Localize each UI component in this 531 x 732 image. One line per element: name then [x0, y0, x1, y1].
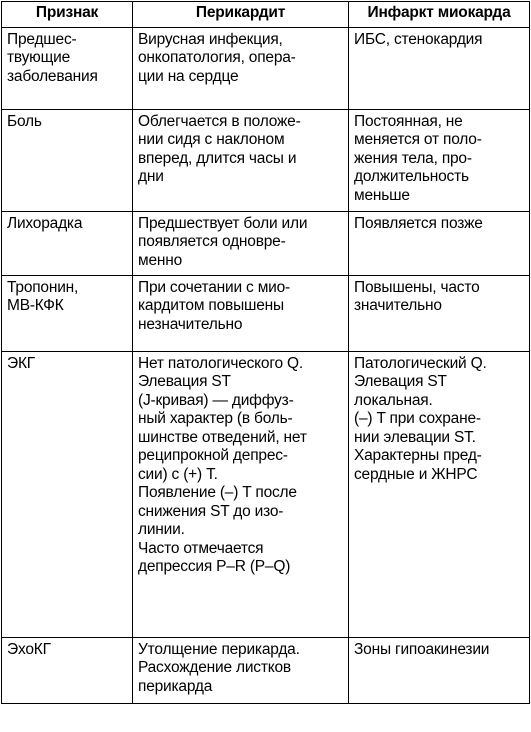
- mi-text: ИБС, стенокардия: [354, 30, 483, 48]
- feature-text: Лихорадка: [7, 214, 83, 232]
- pericarditis-cell: [133, 275, 349, 351]
- table-row: [2, 275, 530, 351]
- pericarditis-cell: [133, 637, 349, 703]
- table-row: [2, 351, 530, 637]
- mi-text: Патологический Q. Элевация ST локальная. (–) T при сохране- нии элевации ST. Характерны пред- сердные и ЖНРС: [354, 354, 487, 483]
- pericarditis-text: Утолщение перикарда. Расхождение листков перикарда: [138, 640, 300, 695]
- mi-cell: [349, 109, 530, 211]
- header-feature: Признак: [2, 2, 133, 28]
- feature-text: ЭКГ: [7, 354, 35, 372]
- mi-cell: [349, 27, 530, 109]
- mi-cell: [349, 211, 530, 275]
- pericarditis-cell: [133, 27, 349, 109]
- mi-cell: [349, 637, 530, 703]
- feature-cell: [2, 109, 133, 211]
- pericarditis-cell: [133, 109, 349, 211]
- header-pericarditis: Перикардит: [133, 2, 349, 28]
- feature-cell: [2, 27, 133, 109]
- feature-text: Боль: [7, 112, 42, 130]
- feature-text: ЭхоКГ: [7, 640, 51, 658]
- header-myocardial-infarction: Инфаркт миокарда: [349, 2, 530, 28]
- pericarditis-text: При сочетании с мио- кардитом повышены незначительно: [138, 278, 290, 333]
- feature-cell: [2, 275, 133, 351]
- feature-cell: [2, 351, 133, 637]
- feature-text: Предшес- твующие заболевания: [7, 30, 98, 85]
- header-row: [2, 2, 530, 28]
- table-row: [2, 211, 530, 275]
- feature-text: Тропонин, МВ-КФК: [7, 278, 79, 314]
- pericarditis-text: Вирусная инфекция, онкопатология, опера- ции на сердце: [138, 30, 296, 85]
- mi-text: Постоянная, не меняется от поло- жения тела, про- должительность меньше: [354, 112, 482, 204]
- table-row: [2, 637, 530, 703]
- pericarditis-text: Предшествует боли или появляется одновре- менно: [138, 214, 308, 269]
- mi-text: Появляется позже: [354, 214, 483, 232]
- mi-text: Повышены, часто значительно: [354, 278, 480, 314]
- table-row: [2, 27, 530, 109]
- feature-cell: [2, 211, 133, 275]
- pericarditis-cell: [133, 351, 349, 637]
- comparison-table: [1, 1, 530, 704]
- pericarditis-cell: [133, 211, 349, 275]
- mi-cell: [349, 275, 530, 351]
- table-row: [2, 109, 530, 211]
- pericarditis-text: Нет патологического Q. Элевация ST (J-кривая) — диффуз- ный характер (в боль- шинстве отведений, нет реципрокной депрес- сии) с (+) T. Появление (–) T после снижения ST до изо- линии. Часто отмечается депрессия P–R (P–Q): [138, 354, 307, 575]
- pericarditis-text: Облегчается в положе- нии сидя с наклоном вперед, длится часы и дни: [138, 112, 301, 185]
- feature-cell: [2, 637, 133, 703]
- mi-cell: [349, 351, 530, 637]
- mi-text: Зоны гипоакинезии: [354, 640, 490, 658]
